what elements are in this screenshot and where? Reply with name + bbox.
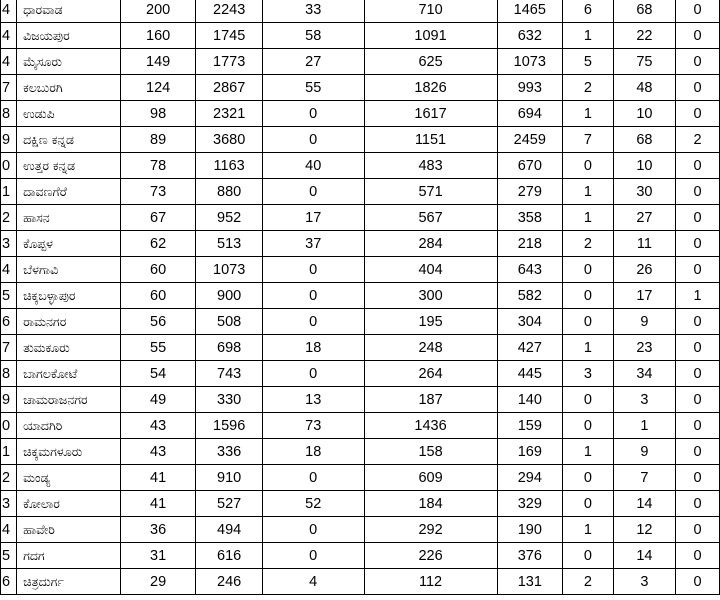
- table-row: [1, 127, 720, 153]
- value-cell: 483: [364, 153, 497, 179]
- value-cell: 0: [676, 0, 720, 23]
- serial-number-cell: 7: [1, 335, 17, 361]
- table-row: [1, 361, 720, 387]
- district-name-cell: ಚಿಕ್ಕಮಗಳೂರು: [17, 439, 121, 465]
- value-cell: 2: [563, 75, 614, 101]
- value-cell: 55: [120, 335, 196, 361]
- value-cell: 643: [497, 257, 563, 283]
- value-cell: 0: [676, 179, 720, 205]
- table-row: [1, 179, 720, 205]
- district-name-cell: ಕಲಬುರಗಿ: [17, 75, 121, 101]
- value-cell: 43: [120, 413, 196, 439]
- value-cell: 1: [563, 205, 614, 231]
- value-cell: 609: [364, 465, 497, 491]
- value-cell: 54: [120, 361, 196, 387]
- value-cell: 743: [196, 361, 262, 387]
- district-name-cell: ಬೆಳಗಾವಿ: [17, 257, 121, 283]
- value-cell: 264: [364, 361, 497, 387]
- value-cell: 508: [196, 309, 262, 335]
- value-cell: 625: [364, 49, 497, 75]
- value-cell: 195: [364, 309, 497, 335]
- value-cell: 7: [563, 127, 614, 153]
- value-cell: 0: [676, 309, 720, 335]
- table-row: [1, 465, 720, 491]
- value-cell: 226: [364, 543, 497, 569]
- table-row: [1, 283, 720, 309]
- value-cell: 0: [563, 153, 614, 179]
- value-cell: 3: [613, 569, 675, 595]
- value-cell: 184: [364, 491, 497, 517]
- value-cell: 1: [613, 413, 675, 439]
- value-cell: 0: [676, 231, 720, 257]
- value-cell: 1: [676, 283, 720, 309]
- value-cell: 187: [364, 387, 497, 413]
- value-cell: 513: [196, 231, 262, 257]
- value-cell: 17: [613, 283, 675, 309]
- value-cell: 131: [497, 569, 563, 595]
- serial-number-cell: 8: [1, 101, 17, 127]
- district-name-cell: ಹಾಸನ: [17, 205, 121, 231]
- serial-number-cell: 5: [1, 283, 17, 309]
- district-name-cell: ಚಾಮರಾಜನಗರ: [17, 387, 121, 413]
- value-cell: 0: [262, 257, 364, 283]
- value-cell: 710: [364, 0, 497, 23]
- value-cell: 0: [563, 413, 614, 439]
- value-cell: 0: [676, 543, 720, 569]
- value-cell: 1465: [497, 0, 563, 23]
- value-cell: 0: [676, 413, 720, 439]
- value-cell: 40: [262, 153, 364, 179]
- serial-number-cell: 4: [1, 0, 17, 23]
- value-cell: 3680: [196, 127, 262, 153]
- value-cell: 670: [497, 153, 563, 179]
- value-cell: 10: [613, 153, 675, 179]
- serial-number-cell: 8: [1, 361, 17, 387]
- value-cell: 43: [120, 439, 196, 465]
- district-name-cell: ರಾಮನಗರ: [17, 309, 121, 335]
- district-name-cell: ಉಡುಪಿ: [17, 101, 121, 127]
- value-cell: 0: [563, 387, 614, 413]
- value-cell: 31: [120, 543, 196, 569]
- value-cell: 5: [563, 49, 614, 75]
- value-cell: 0: [676, 361, 720, 387]
- value-cell: 68: [613, 127, 675, 153]
- value-cell: 0: [676, 205, 720, 231]
- serial-number-cell: 5: [1, 543, 17, 569]
- value-cell: 329: [497, 491, 563, 517]
- value-cell: 698: [196, 335, 262, 361]
- value-cell: 0: [676, 335, 720, 361]
- value-cell: 60: [120, 283, 196, 309]
- value-cell: 0: [676, 569, 720, 595]
- value-cell: 2867: [196, 75, 262, 101]
- value-cell: 67: [120, 205, 196, 231]
- value-cell: 910: [196, 465, 262, 491]
- value-cell: 37: [262, 231, 364, 257]
- value-cell: 73: [262, 413, 364, 439]
- serial-number-cell: 2: [1, 205, 17, 231]
- value-cell: 34: [613, 361, 675, 387]
- value-cell: 41: [120, 465, 196, 491]
- district-name-cell: ಚಿತ್ರದುರ್ಗ: [17, 569, 121, 595]
- district-name-cell: ಕೊಪ್ಪಳ: [17, 231, 121, 257]
- value-cell: 27: [613, 205, 675, 231]
- value-cell: 294: [497, 465, 563, 491]
- value-cell: 1826: [364, 75, 497, 101]
- value-cell: 2459: [497, 127, 563, 153]
- table-row: [1, 75, 720, 101]
- value-cell: 18: [262, 335, 364, 361]
- value-cell: 0: [676, 491, 720, 517]
- value-cell: 1617: [364, 101, 497, 127]
- table-row: [1, 439, 720, 465]
- value-cell: 9: [613, 309, 675, 335]
- value-cell: 12: [613, 517, 675, 543]
- serial-number-cell: 3: [1, 491, 17, 517]
- value-cell: 571: [364, 179, 497, 205]
- value-cell: 1773: [196, 49, 262, 75]
- value-cell: 0: [676, 101, 720, 127]
- value-cell: 218: [497, 231, 563, 257]
- value-cell: 160: [120, 23, 196, 49]
- table-row: [1, 205, 720, 231]
- table-row: [1, 543, 720, 569]
- value-cell: 89: [120, 127, 196, 153]
- value-cell: 98: [120, 101, 196, 127]
- value-cell: 200: [120, 0, 196, 23]
- table-row: [1, 491, 720, 517]
- value-cell: 23: [613, 335, 675, 361]
- table-row: [1, 49, 720, 75]
- value-cell: 0: [563, 465, 614, 491]
- value-cell: 0: [563, 309, 614, 335]
- value-cell: 427: [497, 335, 563, 361]
- value-cell: 52: [262, 491, 364, 517]
- table-row: [1, 101, 720, 127]
- district-name-cell: ಮೈಸೂರು: [17, 49, 121, 75]
- value-cell: 62: [120, 231, 196, 257]
- value-cell: 0: [262, 465, 364, 491]
- value-cell: 17: [262, 205, 364, 231]
- value-cell: 0: [262, 517, 364, 543]
- value-cell: 14: [613, 491, 675, 517]
- value-cell: 0: [262, 361, 364, 387]
- value-cell: 0: [676, 387, 720, 413]
- district-name-cell: ಯಾದಗಿರಿ: [17, 413, 121, 439]
- value-cell: 616: [196, 543, 262, 569]
- value-cell: 29: [120, 569, 196, 595]
- value-cell: 112: [364, 569, 497, 595]
- value-cell: 292: [364, 517, 497, 543]
- district-name-cell: ಗದಗ: [17, 543, 121, 569]
- value-cell: 75: [613, 49, 675, 75]
- value-cell: 36: [120, 517, 196, 543]
- value-cell: 952: [196, 205, 262, 231]
- value-cell: 1073: [497, 49, 563, 75]
- table-row: [1, 0, 720, 23]
- value-cell: 246: [196, 569, 262, 595]
- value-cell: 0: [676, 23, 720, 49]
- value-cell: 13: [262, 387, 364, 413]
- value-cell: 60: [120, 257, 196, 283]
- value-cell: 0: [676, 257, 720, 283]
- value-cell: 632: [497, 23, 563, 49]
- value-cell: 300: [364, 283, 497, 309]
- value-cell: 527: [196, 491, 262, 517]
- value-cell: 1163: [196, 153, 262, 179]
- table-row: [1, 413, 720, 439]
- value-cell: 376: [497, 543, 563, 569]
- value-cell: 73: [120, 179, 196, 205]
- value-cell: 0: [676, 75, 720, 101]
- district-name-cell: ಚಿಕ್ಕಬಳ್ಳಾಪುರ: [17, 283, 121, 309]
- value-cell: 0: [262, 309, 364, 335]
- serial-number-cell: 0: [1, 153, 17, 179]
- value-cell: 1: [563, 439, 614, 465]
- serial-number-cell: 4: [1, 257, 17, 283]
- value-cell: 78: [120, 153, 196, 179]
- value-cell: 18: [262, 439, 364, 465]
- value-cell: 445: [497, 361, 563, 387]
- value-cell: 0: [676, 153, 720, 179]
- value-cell: 248: [364, 335, 497, 361]
- value-cell: 0: [676, 465, 720, 491]
- value-cell: 1596: [196, 413, 262, 439]
- value-cell: 0: [563, 491, 614, 517]
- value-cell: 1: [563, 335, 614, 361]
- serial-number-cell: 7: [1, 75, 17, 101]
- value-cell: 2: [563, 231, 614, 257]
- value-cell: 2: [676, 127, 720, 153]
- value-cell: 7: [613, 465, 675, 491]
- table-row: [1, 517, 720, 543]
- value-cell: 48: [613, 75, 675, 101]
- value-cell: 0: [262, 127, 364, 153]
- value-cell: 9: [613, 439, 675, 465]
- value-cell: 0: [676, 49, 720, 75]
- value-cell: 494: [196, 517, 262, 543]
- value-cell: 159: [497, 413, 563, 439]
- value-cell: 190: [497, 517, 563, 543]
- serial-number-cell: 1: [1, 179, 17, 205]
- value-cell: 1436: [364, 413, 497, 439]
- table-row: [1, 153, 720, 179]
- table-row: [1, 23, 720, 49]
- value-cell: 993: [497, 75, 563, 101]
- value-cell: 41: [120, 491, 196, 517]
- district-name-cell: ವಿಜಯಪುರ: [17, 23, 121, 49]
- value-cell: 404: [364, 257, 497, 283]
- value-cell: 4: [262, 569, 364, 595]
- district-name-cell: ತುಮಕೂರು: [17, 335, 121, 361]
- value-cell: 30: [613, 179, 675, 205]
- serial-number-cell: 6: [1, 569, 17, 595]
- value-cell: 27: [262, 49, 364, 75]
- value-cell: 55: [262, 75, 364, 101]
- value-cell: 582: [497, 283, 563, 309]
- value-cell: 1: [563, 23, 614, 49]
- value-cell: 11: [613, 231, 675, 257]
- table-row: [1, 231, 720, 257]
- serial-number-cell: 4: [1, 49, 17, 75]
- value-cell: 149: [120, 49, 196, 75]
- value-cell: 330: [196, 387, 262, 413]
- value-cell: 284: [364, 231, 497, 257]
- value-cell: 124: [120, 75, 196, 101]
- district-name-cell: ಬಾಗಲಕೋಟೆ: [17, 361, 121, 387]
- value-cell: 140: [497, 387, 563, 413]
- value-cell: 2: [563, 569, 614, 595]
- value-cell: 56: [120, 309, 196, 335]
- district-name-cell: ಉತ್ತರ ಕನ್ನಡ: [17, 153, 121, 179]
- value-cell: 6: [563, 0, 614, 23]
- district-name-cell: ಹಾವೇರಿ: [17, 517, 121, 543]
- value-cell: 0: [563, 283, 614, 309]
- value-cell: 0: [676, 517, 720, 543]
- value-cell: 1151: [364, 127, 497, 153]
- serial-number-cell: 3: [1, 231, 17, 257]
- value-cell: 880: [196, 179, 262, 205]
- value-cell: 14: [613, 543, 675, 569]
- value-cell: 1: [563, 517, 614, 543]
- value-cell: 0: [262, 179, 364, 205]
- value-cell: 0: [676, 439, 720, 465]
- district-name-cell: ಕೋಲಾರ: [17, 491, 121, 517]
- serial-number-cell: 4: [1, 517, 17, 543]
- district-name-cell: ಧಾರವಾಡ: [17, 0, 121, 23]
- value-cell: 279: [497, 179, 563, 205]
- value-cell: 1745: [196, 23, 262, 49]
- value-cell: 304: [497, 309, 563, 335]
- district-name-cell: ದಕ್ಷಿಣ ಕನ್ನಡ: [17, 127, 121, 153]
- table-row: [1, 309, 720, 335]
- value-cell: 58: [262, 23, 364, 49]
- serial-number-cell: 4: [1, 23, 17, 49]
- value-cell: 0: [262, 101, 364, 127]
- value-cell: 10: [613, 101, 675, 127]
- value-cell: 169: [497, 439, 563, 465]
- value-cell: 0: [262, 283, 364, 309]
- serial-number-cell: 6: [1, 309, 17, 335]
- value-cell: 358: [497, 205, 563, 231]
- value-cell: 49: [120, 387, 196, 413]
- table-row: [1, 387, 720, 413]
- value-cell: 3: [613, 387, 675, 413]
- serial-number-cell: 2: [1, 465, 17, 491]
- value-cell: 567: [364, 205, 497, 231]
- value-cell: 158: [364, 439, 497, 465]
- table-row: [1, 257, 720, 283]
- value-cell: 33: [262, 0, 364, 23]
- value-cell: 68: [613, 0, 675, 23]
- value-cell: 2321: [196, 101, 262, 127]
- value-cell: 1: [563, 179, 614, 205]
- district-name-cell: ದಾವಣಗೆರೆ: [17, 179, 121, 205]
- value-cell: 0: [563, 543, 614, 569]
- serial-number-cell: 9: [1, 387, 17, 413]
- serial-number-cell: 9: [1, 127, 17, 153]
- value-cell: 3: [563, 361, 614, 387]
- district-name-cell: ಮಂಡ್ಯ: [17, 465, 121, 491]
- value-cell: 0: [262, 543, 364, 569]
- value-cell: 694: [497, 101, 563, 127]
- table-row: [1, 335, 720, 361]
- value-cell: 2243: [196, 0, 262, 23]
- value-cell: 900: [196, 283, 262, 309]
- value-cell: 1073: [196, 257, 262, 283]
- value-cell: 26: [613, 257, 675, 283]
- table-row: [1, 569, 720, 595]
- value-cell: 336: [196, 439, 262, 465]
- value-cell: 0: [563, 257, 614, 283]
- value-cell: 1091: [364, 23, 497, 49]
- serial-number-cell: 0: [1, 413, 17, 439]
- value-cell: 22: [613, 23, 675, 49]
- serial-number-cell: 1: [1, 439, 17, 465]
- value-cell: 1: [563, 101, 614, 127]
